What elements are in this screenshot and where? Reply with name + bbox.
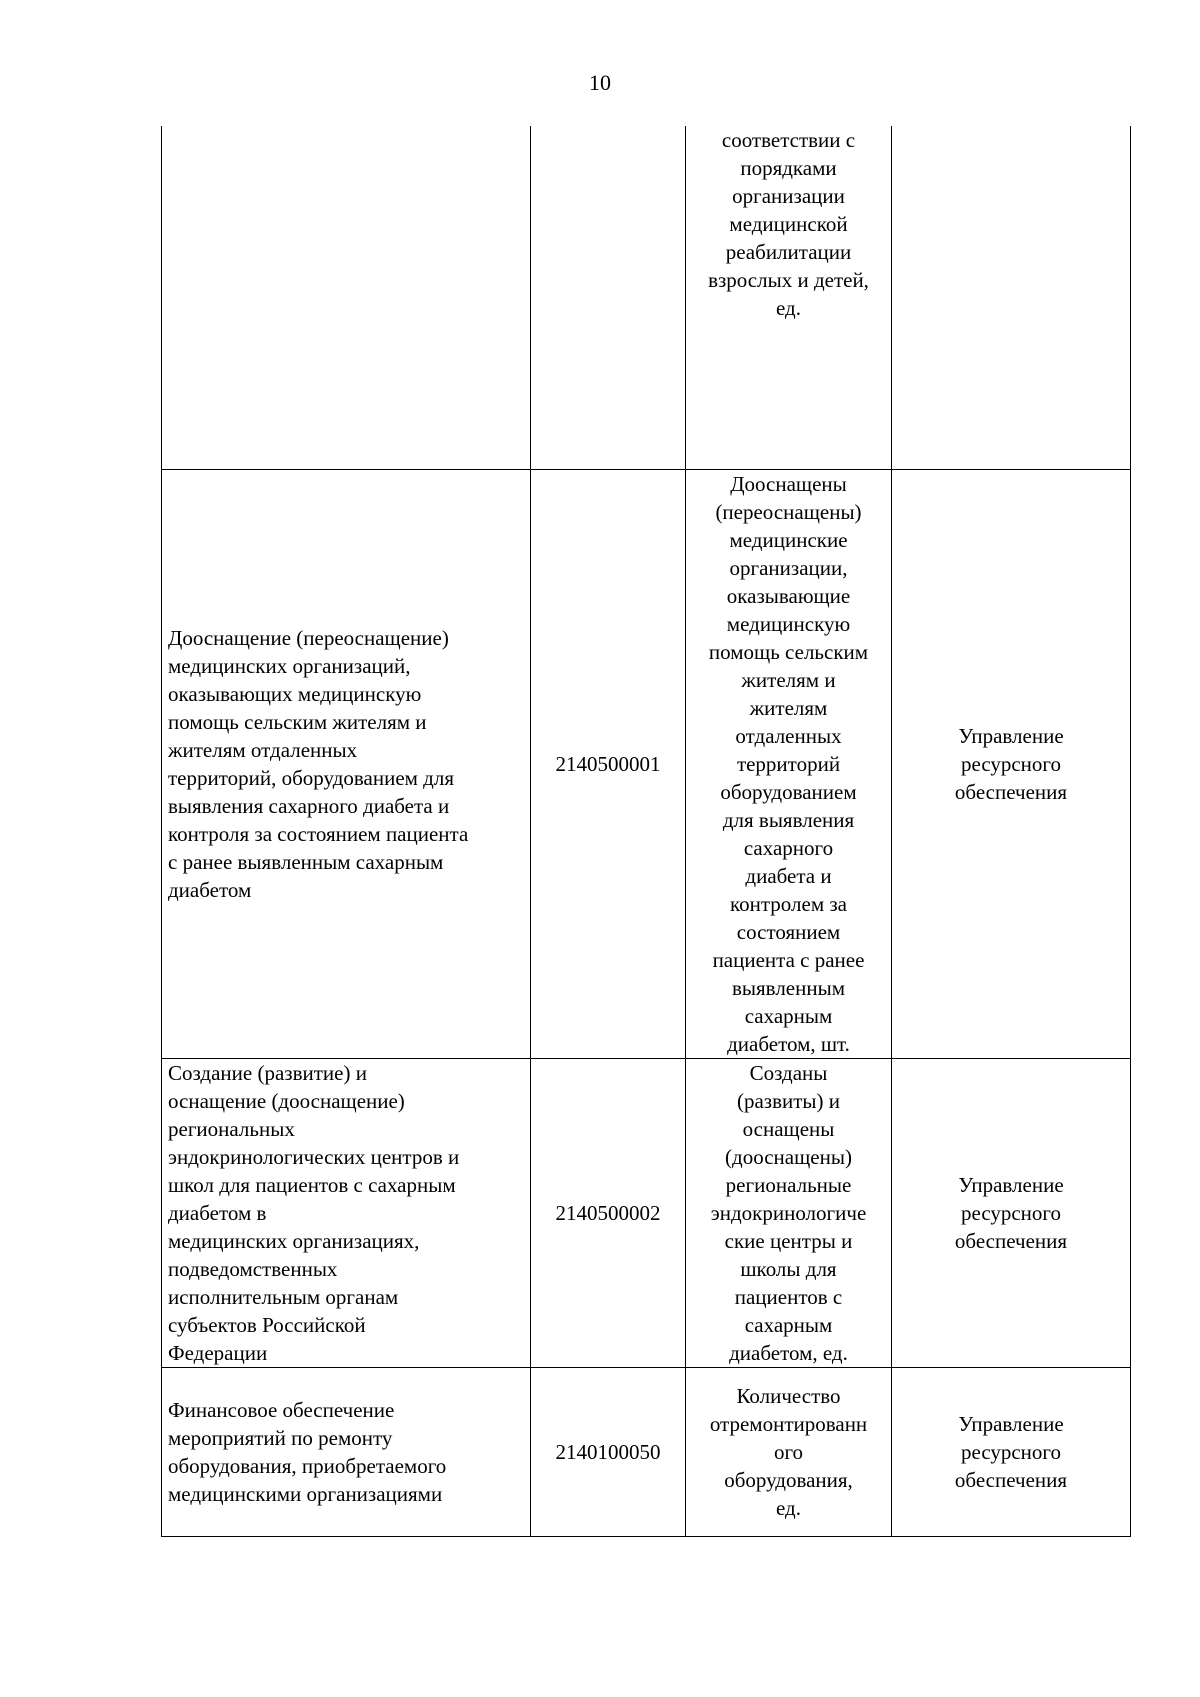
- measure-responsible-cell: [892, 126, 1131, 470]
- measure-name-cell: [162, 1059, 531, 1368]
- measure-code-cell: [531, 1368, 686, 1537]
- measure-responsible: Управление ресурсного обеспечения: [954, 724, 1068, 804]
- measure-code: 2140500001: [555, 752, 661, 776]
- measure-result-cell: [686, 470, 892, 1059]
- measure-name: Создание (развитие) и оснащение (дооснащение) региональных эндокринологических центров и школ для пациентов с сахарным диабетом в медицинских организациях, подведомственных исполнительным органам субъектов Российской Федерации: [168, 1061, 460, 1365]
- measure-name-cell: [162, 470, 531, 1059]
- measure-code: 2140100050: [555, 1440, 661, 1464]
- table-row: [162, 126, 1131, 470]
- measure-code-cell: [531, 1059, 686, 1368]
- measure-result-cell: [686, 1059, 892, 1368]
- measure-name-cell: [162, 1368, 531, 1537]
- measure-responsible: Управление ресурсного обеспечения: [954, 1412, 1068, 1492]
- measure-code: 2140500002: [555, 1201, 661, 1225]
- measure-result: Созданы (развиты) и оснащены (дооснащены) региональные эндокринологиче ские центры и школы для пациентов с сахарным диабетом, ед.: [710, 1061, 867, 1365]
- measure-code-cell: [531, 470, 686, 1059]
- measure-code-cell: [531, 126, 686, 470]
- measure-result: соответствии с порядками организации медицинской реабилитации взрослых и детей, ед.: [708, 128, 869, 320]
- measure-result: Количество отремонтированн ого оборудования, ед.: [709, 1384, 868, 1520]
- measures-table: [161, 126, 1131, 1537]
- measure-responsible-cell: [892, 1368, 1131, 1537]
- measure-responsible-cell: [892, 1059, 1131, 1368]
- table-row: [162, 1368, 1131, 1537]
- page-number: 10: [589, 70, 611, 95]
- measure-result: Дооснащены (переоснащены) медицинские организации, оказывающие медицинскую помощь сельским жителям и жителям отдаленных территорий оборудованием для выявления сахарного диабета и контролем за состоянием пациента с ранее выявленным сахарным диабетом, шт.: [708, 472, 869, 1056]
- measure-name: Дооснащение (переоснащение) медицинских организаций, оказывающих медицинскую помощь сельским жителям и жителям отдаленных территорий, оборудованием для выявления сахарного диабета и контроля за состоянием пациента с ранее выявленным сахарным диабетом: [168, 626, 469, 902]
- measure-responsible-cell: [892, 470, 1131, 1059]
- table-row: [162, 470, 1131, 1059]
- measure-result-cell: [686, 1368, 892, 1537]
- measure-name: Финансовое обеспечение мероприятий по ремонту оборудования, приобретаемого медицинскими организациями: [168, 1398, 447, 1506]
- measure-name-cell: [162, 126, 531, 470]
- measure-result-cell: [686, 126, 892, 470]
- table-row: [162, 1059, 1131, 1368]
- measure-responsible: Управление ресурсного обеспечения: [954, 1173, 1068, 1253]
